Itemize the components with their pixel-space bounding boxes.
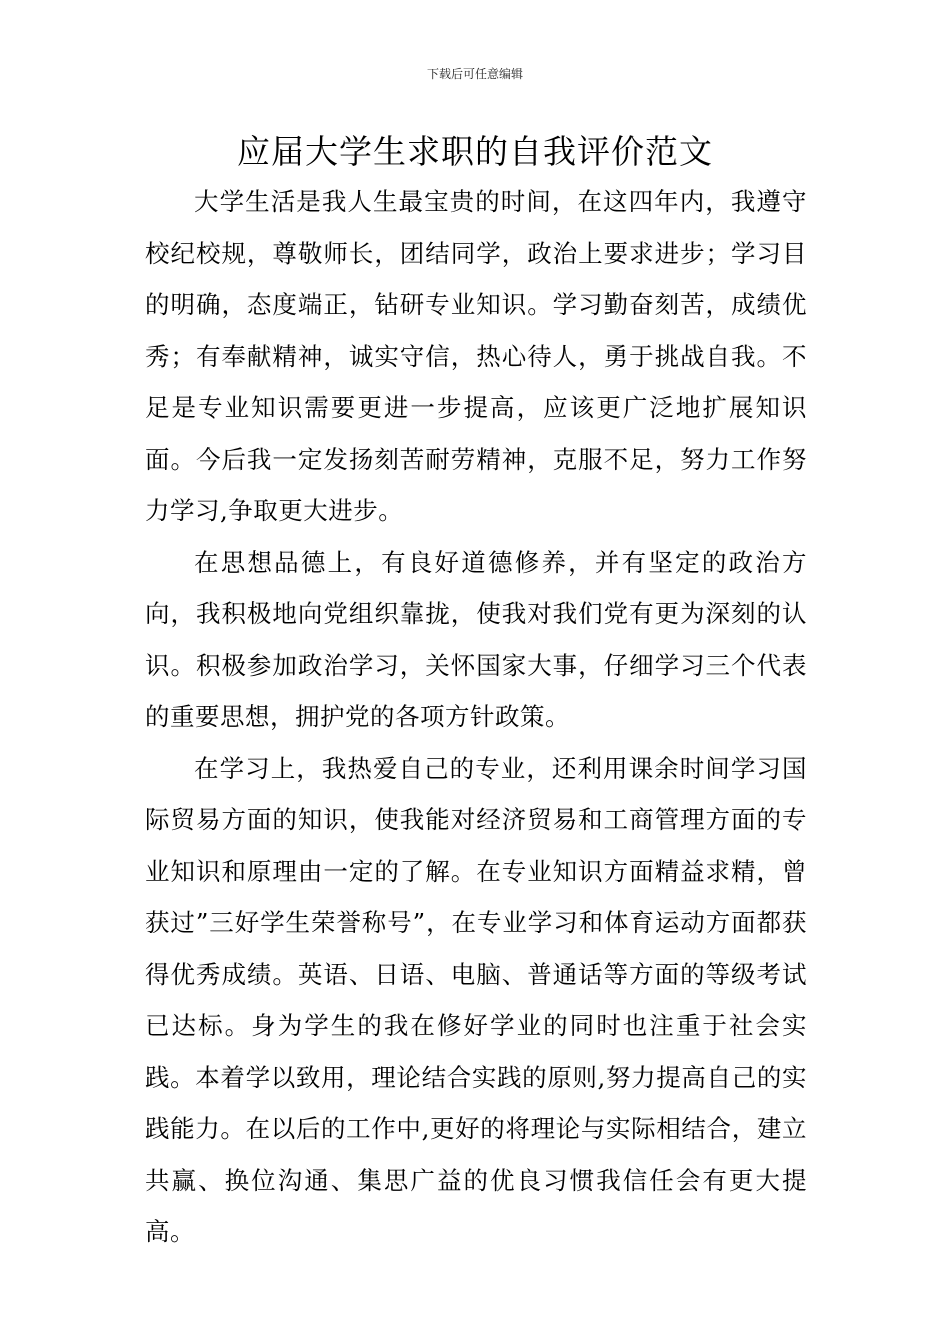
header-note: 下载后可任意编辑 bbox=[426, 67, 523, 81]
document-body bbox=[145, 176, 807, 1258]
paragraph-1: 大学生活是我人生最宝贵的时间，在这四年内，我遵守校纪校规，尊敬师长，团结同学，政治上要求进步；学习目的明确，态度端正，钻研专业知识。学习勤奋刻苦，成绩优秀；有奉献精神，诚实守信，热心待人，勇于挑战自我。不足是专业知识需要更进一步提高，应该更广泛地扩展知识面。今后我一定发扬刻苦耐劳精神，克服不足，努力工作努力学习,争取更大进步。 bbox=[145, 187, 807, 525]
paragraph-2: 在思想品德上，有良好道德修养，并有坚定的政治方向，我积极地向党组织靠拢，使我对我们党有更为深刻的认识。积极参加政治学习，关怀国家大事，仔细学习三个代表的重要思想，拥护党的各项方针政策。 bbox=[145, 547, 807, 731]
document-title: 应届大学生求职的自我评价范文 bbox=[237, 132, 713, 171]
paragraph-3: 在学习上，我热爱自己的专业，还利用课余时间学习国际贸易方面的知识，使我能对经济贸易和工商管理方面的专业知识和原理由一定的了解。在专业知识方面精益求精，曾获过”三好学生荣誉称号”，在专业学习和体育运动方面都获得优秀成绩。英语、日语、电脑、普通话等方面的等级考试已达标。身为学生的我在修好学业的同时也注重于社会实践。本着学以致用，理论结合实践的原则,努力提高自己的实践能力。在以后的工作中,更好的将理论与实际相结合，建立共赢、换位沟通、集思广益的优良习惯我信任会有更大提高。 bbox=[145, 753, 807, 1246]
